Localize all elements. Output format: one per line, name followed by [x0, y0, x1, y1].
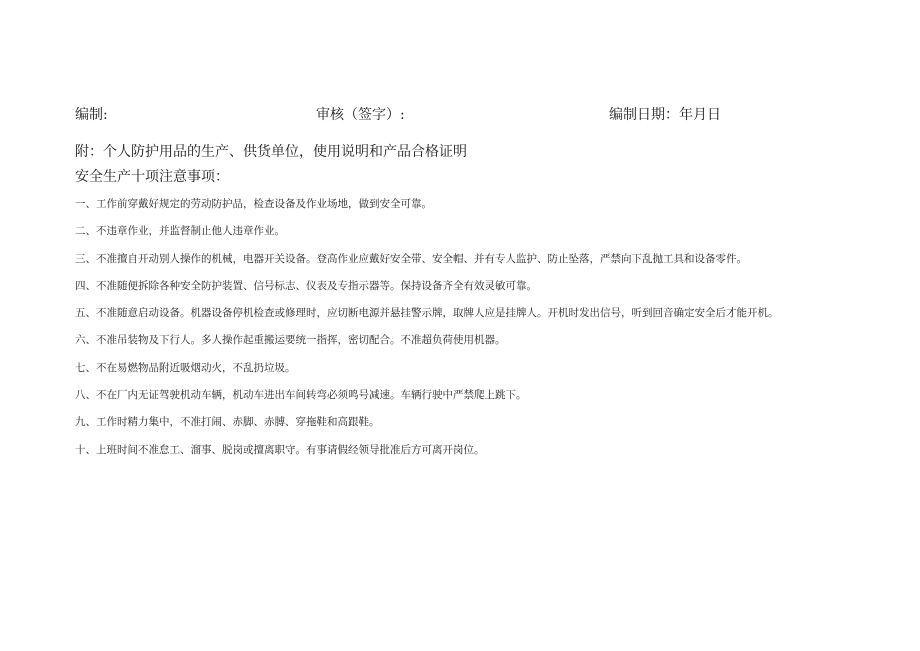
rule-item: 一、工作前穿戴好规定的劳动防护品，检查设备及作业场地，做到安全可靠。	[75, 198, 432, 210]
compile-date-label: 编制日期：年月日	[609, 107, 721, 123]
rule-item: 五、不准随意启动设备。机器设备停机检查或修理时，应切断电源并悬挂警示牌，取牌人应是挂牌人。开机时发出信号，听到回音确定安全后才能开机。	[75, 307, 779, 320]
signature-line	[0, 104, 920, 126]
rule-item: 六、不准吊装物及下行人。多人操作起重搬运要统一指挥，密切配合。不准超负荷使用机器。	[75, 334, 506, 347]
compiler-label: 编制:	[75, 107, 108, 123]
rule-item: 七、不在易燃物品附近吸烟动火，不乱扔垃圾。	[75, 361, 296, 374]
rule-item: 二、不违章作业，并监督制止他人违章作业。	[75, 225, 285, 238]
rule-item: 八、不在厂内无证驾驶机动车辆，机动车进出车间转弯必须鸣号减速。车辆行驶中严禁爬上跳下。	[75, 389, 527, 402]
reviewer-label: 审核（签字）:	[316, 107, 405, 123]
rule-item: 九、工作时精力集中，不准打闹、赤脚、赤膊、穿拖鞋和高跟鞋。	[75, 416, 380, 429]
rule-item: 三、不准擅自开动别人操作的机械，电器开关设备。登高作业应戴好安全带、安全帽、并有专人监护、防止坠落，严禁向下乱抛工具和设备零件。	[75, 252, 747, 265]
rule-item: 十、上班时间不准怠工、溜事、脱岗或擅离职守。有事请假经领导批准后方可离开岗位。	[75, 443, 485, 456]
attachment-note: 附：个人防护用品的生产、供货单位，使用说明和产品合格证明	[75, 144, 467, 160]
safety-rules-list	[75, 196, 779, 469]
rule-item: 四、不准随便拆除各种安全防护装置、信号标志、仪表及专指示器等。保持设备齐全有效灵敏可靠。	[75, 279, 537, 292]
section-title: 安全生产十项注意事项：	[75, 169, 229, 185]
